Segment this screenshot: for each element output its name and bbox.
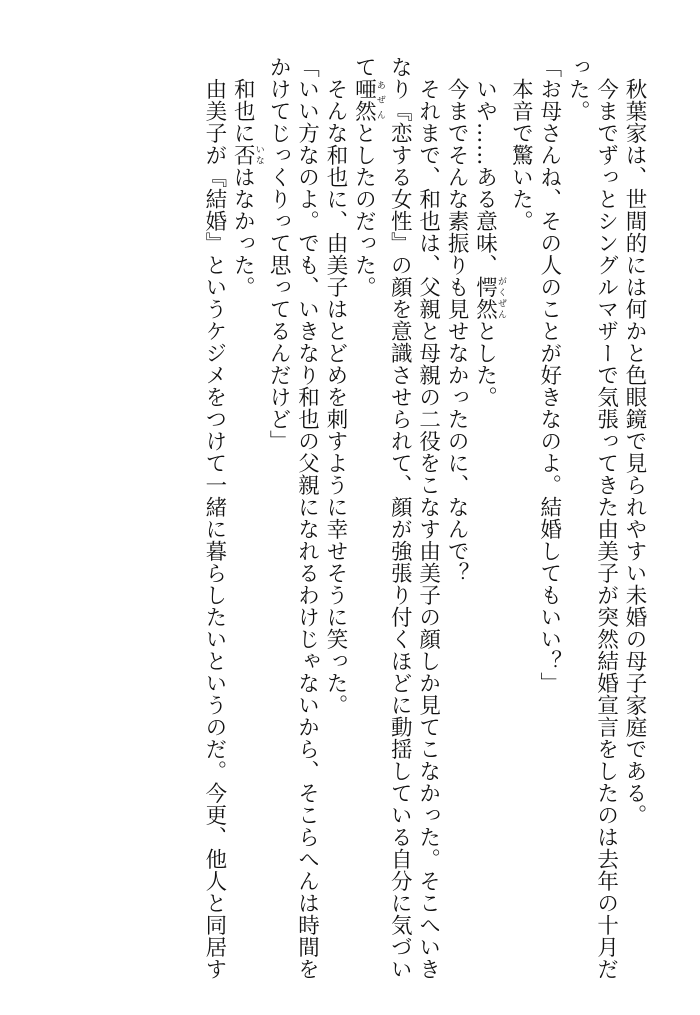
text-line-10-before: て xyxy=(351,56,377,78)
ruby-gakuzen xyxy=(472,275,506,320)
text-line-6 xyxy=(470,56,506,956)
text-line-6-after: とした。 xyxy=(472,319,498,408)
ruby-text-azen: あぜん xyxy=(374,78,385,122)
ruby-ina xyxy=(230,143,264,166)
ruby-base-ina: 否 xyxy=(230,143,256,166)
text-line-5: 本音で驚いた。 xyxy=(508,77,534,232)
text-line-8: それまで、和也は、父親と母親の二役をこなす由美子の顔しか見てこなかった。そこへいき xyxy=(415,77,441,980)
text-line-14 xyxy=(228,56,264,956)
text-line-14-before: 和也に xyxy=(230,77,256,144)
text-line-9: なり『恋する女性』の顔を意識させられて、顔が強張り付くほどに動揺している自分に気づい xyxy=(387,56,413,980)
ruby-base-azen: 唖然 xyxy=(351,78,377,122)
text-line-15: 由美子が『結婚』というケジメをつけて一緒に暮らしたいというのだ。今更、他人と同居す xyxy=(201,77,227,980)
ruby-azen xyxy=(351,78,385,122)
text-line-13: かけてじっくりって思ってるんだけど」 xyxy=(266,56,292,452)
text-line-3: った。 xyxy=(565,56,591,122)
text-line-6-before: いや……ある意味、 xyxy=(472,77,498,276)
ruby-text-ina: いな xyxy=(253,143,264,166)
vertical-text-block xyxy=(199,56,648,980)
text-line-1: 秋葉家は、世間的には何かと色眼鏡で見られやすい未婚の母子家庭である。 xyxy=(622,77,647,826)
text-line-4: 「お母さんね、その人のことが好きなのよ。結婚してもいい？」 xyxy=(536,56,562,694)
text-line-10-after: としたのだった。 xyxy=(351,122,377,298)
text-line-10 xyxy=(349,56,385,956)
text-line-11: そんな和也に、由美子はとどめを刺すように幸せそうに笑った。 xyxy=(322,77,348,716)
text-line-7: 今までそんな素振りも見せなかったのに、なんで？ xyxy=(444,77,470,584)
text-line-14-after: はなかった。 xyxy=(230,165,256,298)
ruby-text-gakuzen: がくぜん xyxy=(495,275,506,320)
ruby-base-gakuzen: 愕然 xyxy=(472,275,498,320)
text-line-12: 「いい方なのよ。でも、いきなり和也の父親になれるわけじゃないから、そこらへんは時間を xyxy=(294,56,320,980)
text-line-2: 今までずっとシングルマザーで気張ってきた由美子が突然結婚宣言をしたのは去年の十月だ xyxy=(593,77,619,980)
